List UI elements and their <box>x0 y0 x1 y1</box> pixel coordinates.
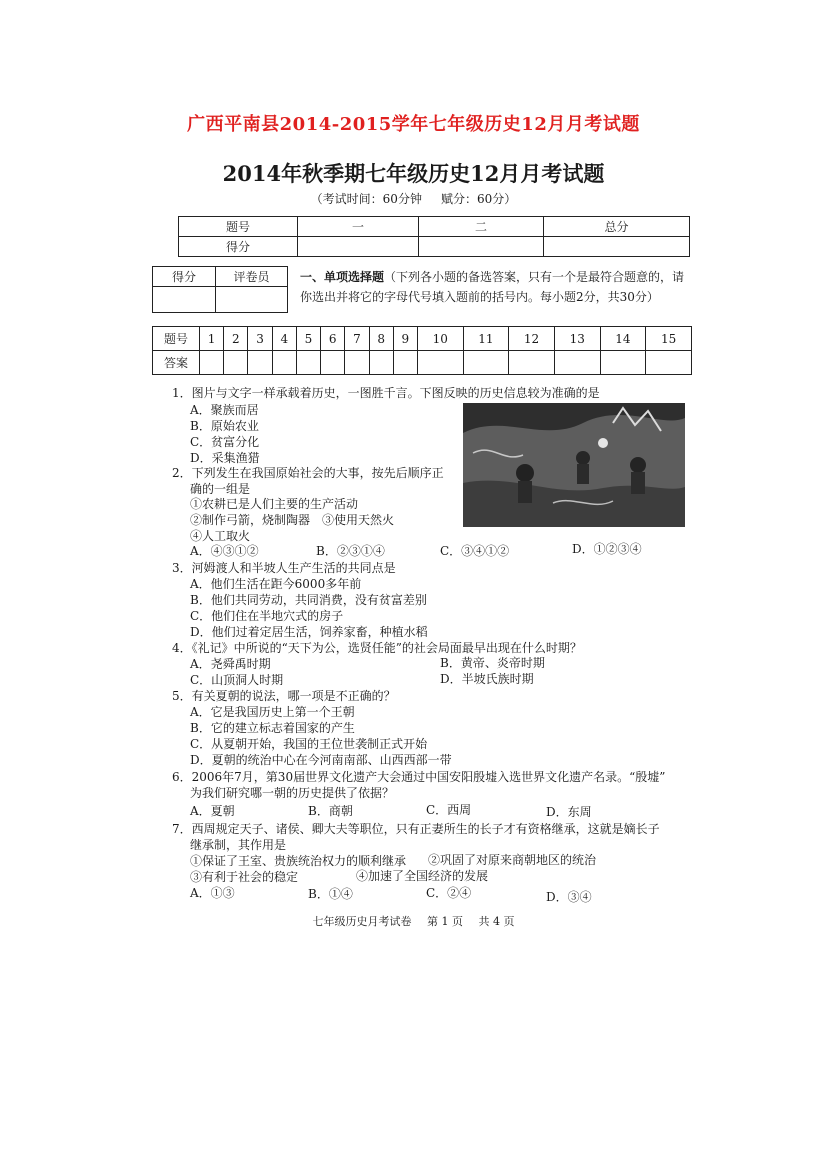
question-6-stem: 6．2006年7月，第30届世界文化遗产大会通过中国安阳殷墟入选世界文化遗产名录。“殷墟” <box>172 770 666 784</box>
score-cell[interactable] <box>298 237 419 257</box>
question-1-stem: 1．图片与文字一样承载着历史，一图胜千言。下图反映的历史信息较为准确的是 <box>172 386 600 400</box>
answer-cell[interactable] <box>248 351 272 375</box>
question-5-stem: 5．有关夏朝的说法，哪一项是不正确的？ <box>172 689 396 703</box>
answer-number: 7 <box>345 327 369 351</box>
question-7-option-c: C．②④ <box>426 886 472 900</box>
answer-cell[interactable] <box>393 351 417 375</box>
score-cell[interactable] <box>419 237 544 257</box>
answer-number: 14 <box>600 327 646 351</box>
answer-number: 8 <box>369 327 393 351</box>
exam-meta <box>0 190 827 207</box>
question-7-item-4: ④加速了全国经济的发展 <box>356 869 489 883</box>
question-5-option-d: D．夏朝的统治中心在今河南南部、山西西部一带 <box>190 753 452 767</box>
question-7-item-1: ①保证了王室、贵族统治权力的顺利继承 <box>190 854 407 868</box>
answer-cell[interactable] <box>646 351 692 375</box>
answer-number: 4 <box>272 327 296 351</box>
question-6-option-d: D．东周 <box>546 805 592 819</box>
section-1-title: 一、单项选择题 <box>300 270 385 284</box>
footer-page: 第 1 页 <box>427 915 463 928</box>
grader-label: 评卷员 <box>216 267 288 287</box>
question-7-stem-cont: 继承制，其作用是 <box>190 838 287 852</box>
question-4-option-a: A．尧舜禹时期 <box>190 657 271 671</box>
section-1-instruction: （下列各小题的备选答案，只有一个是最符合题意的，请你选出并将它的字母代号填入题前的括号内。每小题2分，共30分） <box>300 270 685 304</box>
question-7-item-3: ③有利于社会的稳定 <box>190 870 299 884</box>
grader-name-cell[interactable] <box>216 287 288 313</box>
answer-cell[interactable] <box>509 351 555 375</box>
answer-number: 13 <box>554 327 600 351</box>
section-1-heading <box>300 267 690 307</box>
question-6-stem-cont: 为我们研究哪一朝的历史提供了依据？ <box>190 786 395 800</box>
score-table-col-1: 一 <box>298 217 419 237</box>
question-4-option-b: B．黄帝、炎帝时期 <box>440 656 545 670</box>
answer-table <box>152 326 692 375</box>
question-3-option-a: A．他们生活在距今6000多年前 <box>190 577 362 591</box>
answer-number: 12 <box>509 327 555 351</box>
question-2-option-d: D．①②③④ <box>572 542 642 556</box>
exam-time: （考试时间：60分钟 <box>310 192 422 206</box>
question-4-stem: 4．《礼记》中所说的“天下为公，选贤任能”的社会局面最早出现在什么时期？ <box>172 641 582 655</box>
question-7-option-d: D．③④ <box>546 890 592 904</box>
score-table-col-total: 总分 <box>544 217 690 237</box>
score-cell[interactable] <box>544 237 690 257</box>
question-1-option-d: D．采集渔猎 <box>190 451 260 465</box>
footer-doc-name: 七年级历史月考试卷 <box>312 915 412 928</box>
question-4-option-d: D．半坡氏族时期 <box>440 672 534 686</box>
answer-cell[interactable] <box>600 351 646 375</box>
question-1-option-c: C．贫富分化 <box>190 435 260 449</box>
answer-number: 5 <box>296 327 320 351</box>
answer-number: 1 <box>200 327 224 351</box>
answer-table-number-row <box>153 327 692 351</box>
answer-label: 答案 <box>153 351 200 375</box>
question-7-option-b: B．①④ <box>308 887 353 901</box>
exam-score: 赋分：60分） <box>441 192 517 206</box>
answer-number: 3 <box>248 327 272 351</box>
question-3-option-b: B．他们共同劳动，共同消费，没有贫富差别 <box>190 593 427 607</box>
answer-cell[interactable] <box>417 351 463 375</box>
question-3-option-c: C．他们住在半地穴式的房子 <box>190 609 344 623</box>
footer-total: 共 4 页 <box>478 915 515 928</box>
illustration-drawing <box>463 403 685 527</box>
score-table-col-2: 二 <box>419 217 544 237</box>
question-5-option-c: C．从夏朝开始，我国的王位世袭制正式开始 <box>190 737 428 751</box>
answer-number: 11 <box>463 327 509 351</box>
question-6-option-c: C．西周 <box>426 803 472 817</box>
question-2-stem: 2．下列发生在我国原始社会的大事，按先后顺序正 <box>172 466 444 480</box>
answer-cell[interactable] <box>345 351 369 375</box>
question-2-item-3: ④人工取火 <box>190 529 251 543</box>
answer-cell[interactable] <box>321 351 345 375</box>
question-2-option-c: C．③④①② <box>440 544 510 558</box>
exam-title: 2014年秋季期七年级历史12月月考试题 <box>222 161 605 186</box>
question-2-item-2: ②制作弓箭，烧制陶器 ③使用天然火 <box>190 513 395 527</box>
question-1-option-b: B．原始农业 <box>190 419 259 433</box>
question-7-item-2: ②巩固了对原来商朝地区的统治 <box>428 853 597 867</box>
question-6-option-b: B．商朝 <box>308 804 353 818</box>
answer-cell[interactable] <box>463 351 509 375</box>
question-6-option-a: A．夏朝 <box>190 804 235 818</box>
answer-cell[interactable] <box>272 351 296 375</box>
question-3-option-d: D．他们过着定居生活，饲养家畜，种植水稻 <box>190 625 428 639</box>
question-2-option-a: A．④③①② <box>190 544 259 558</box>
score-table-header: 题号 <box>179 217 298 237</box>
answer-number: 9 <box>393 327 417 351</box>
question-1-option-a: A．聚族而居 <box>190 403 259 417</box>
page-footer <box>0 913 827 929</box>
grader-box <box>152 266 288 313</box>
score-table <box>178 216 690 257</box>
question-2-option-b: B．②③①④ <box>316 544 385 558</box>
question-3-stem: 3．河姆渡人和半坡人生产生活的共同点是 <box>172 561 396 575</box>
answer-number: 15 <box>646 327 692 351</box>
answer-table-answer-row <box>153 351 692 375</box>
answer-cell[interactable] <box>554 351 600 375</box>
question-7-stem: 7．西周规定天子、诸侯、卿大夫等职位，只有正妻所生的长子才有资格继承，这就是嫡长子 <box>172 822 660 836</box>
grader-score-label: 得分 <box>153 267 216 287</box>
primitive-life-illustration <box>463 403 685 527</box>
answer-cell[interactable] <box>200 351 224 375</box>
answer-number: 10 <box>417 327 463 351</box>
question-5-option-b: B．它的建立标志着国家的产生 <box>190 721 355 735</box>
score-table-row-label: 得分 <box>179 237 298 257</box>
answer-table-header: 题号 <box>153 327 200 351</box>
document-title: 广西平南县2014-2015学年七年级历史12月月考试题 <box>187 114 640 135</box>
answer-cell[interactable] <box>369 351 393 375</box>
question-2-item-1: ①农耕已是人们主要的生产活动 <box>190 497 359 511</box>
grader-score-cell[interactable] <box>153 287 216 313</box>
answer-number: 6 <box>321 327 345 351</box>
question-2-stem-cont: 确的一组是 <box>190 482 251 496</box>
answer-number: 2 <box>224 327 248 351</box>
answer-cell[interactable] <box>296 351 320 375</box>
question-4-option-c: C．山顶洞人时期 <box>190 673 284 687</box>
answer-cell[interactable] <box>224 351 248 375</box>
question-7-option-a: A．①③ <box>190 886 235 900</box>
question-5-option-a: A．它是我国历史上第一个王朝 <box>190 705 355 719</box>
